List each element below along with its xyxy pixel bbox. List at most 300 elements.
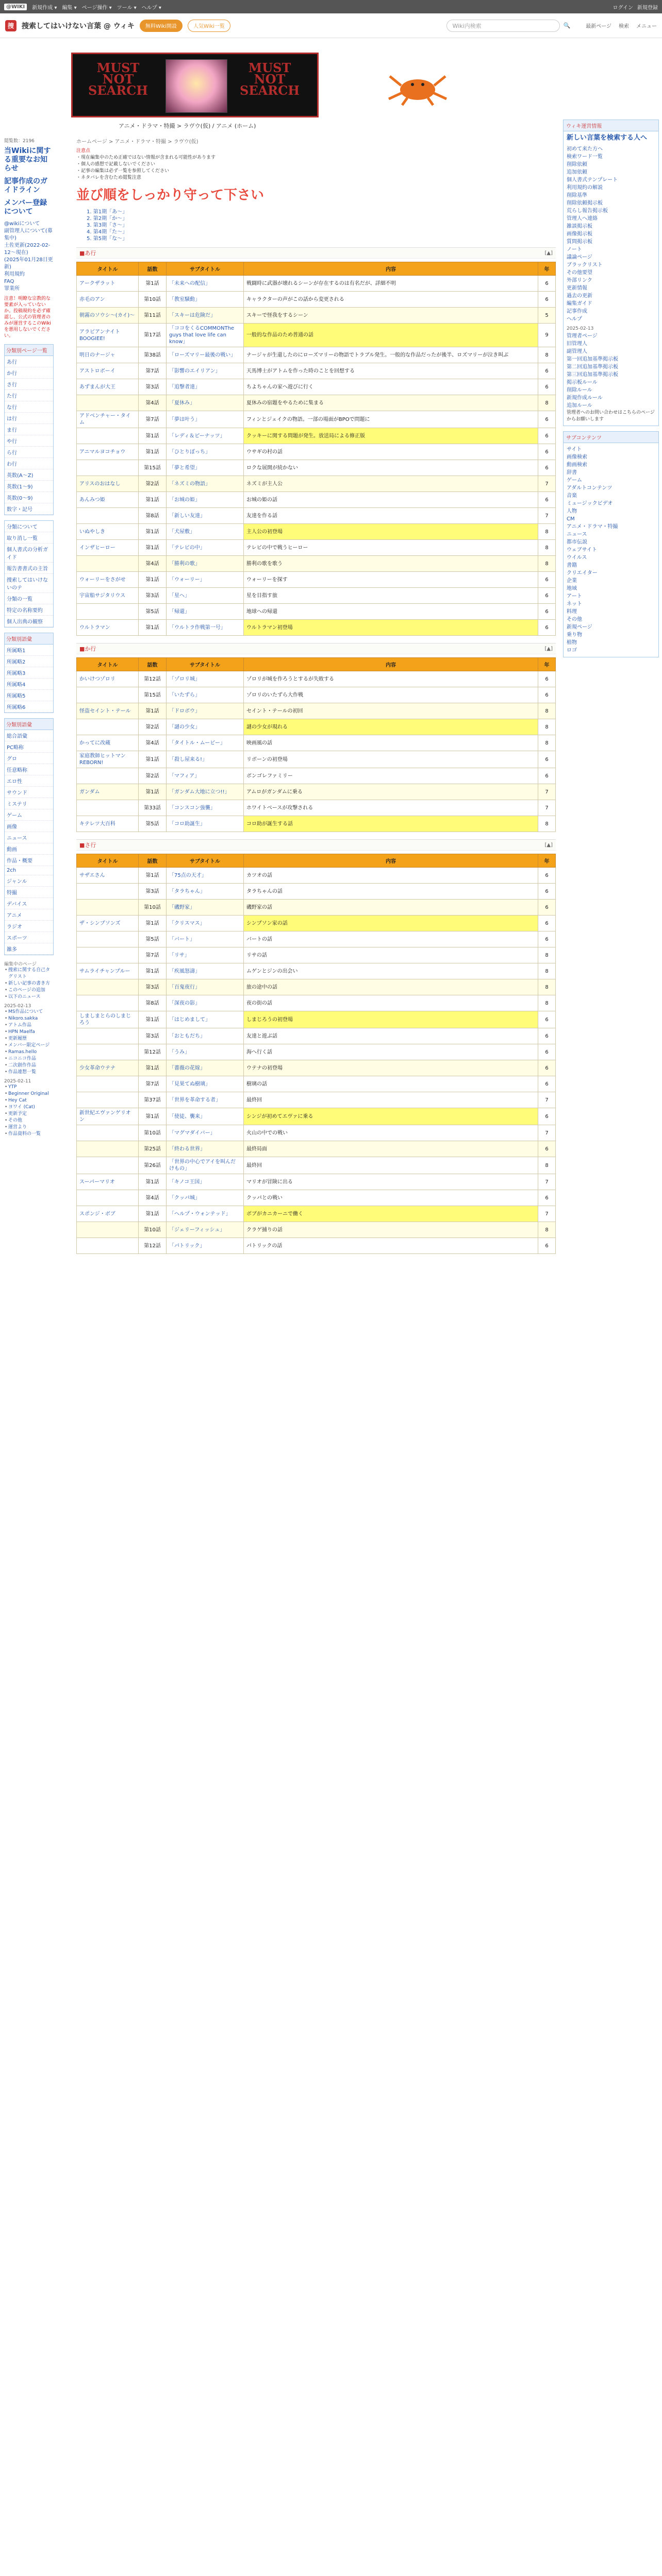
notice-line: ・個人の感想で記載しないでください (76, 162, 156, 167)
cell-title[interactable] (77, 800, 139, 816)
cell-subtitle[interactable]: 「バート」 (167, 931, 244, 947)
topnav-tool[interactable]: ツール ▾ (117, 5, 137, 11)
topnav-edit[interactable]: 編集 ▾ (62, 5, 77, 11)
col-episode: 話数 (139, 854, 167, 868)
cell-content: 旅の途中の話 (244, 979, 538, 995)
right-link[interactable]: 質問掲示板 (567, 239, 592, 245)
right-link[interactable]: CM (567, 516, 575, 522)
right-link[interactable]: 新規作成ルール (567, 395, 603, 401)
cell-content: ネズミが主人公 (244, 476, 538, 492)
cell-title[interactable]: しましまとらのしまじろう (77, 1011, 139, 1028)
cell-title[interactable]: インザヒーロー (77, 540, 139, 556)
right-link[interactable]: その他要望 (567, 270, 592, 276)
right-link[interactable]: 人物 (567, 509, 577, 514)
cell-subtitle[interactable]: 「疾風怒濤」 (167, 963, 244, 979)
cell-subtitle[interactable]: 「マグマダイバー」 (167, 1125, 244, 1141)
genre-link[interactable]: アニメ (5, 909, 53, 921)
genre-link[interactable]: ジャンル (5, 875, 53, 887)
cell-subtitle[interactable]: 「未来への配信」 (167, 276, 244, 292)
cell-title[interactable]: 明日のナージャ (77, 347, 139, 363)
toc-item[interactable]: 2. 第2期「か〜」 (87, 216, 128, 222)
cell-subtitle[interactable]: 「影響のエイリアン」 (167, 363, 244, 379)
cell-title[interactable] (77, 1141, 139, 1157)
right-link[interactable]: ミュージックビデオ (567, 501, 613, 506)
cell-subtitle[interactable]: 「使徒、襲来」 (167, 1108, 244, 1125)
genre-link[interactable]: 2ch (5, 866, 53, 875)
misc-link[interactable]: 分類の一覧 (5, 593, 53, 604)
kana-link[interactable]: 英数(A〜Z) (5, 469, 53, 481)
cell-title[interactable] (77, 995, 139, 1011)
cell-title[interactable]: ザ・シンプソンズ (77, 916, 139, 931)
table-row (77, 379, 556, 395)
fold-toggle[interactable]: [▲] (544, 250, 553, 256)
misc-link[interactable]: 特定の名称要約 (5, 604, 53, 616)
table-header-row (77, 262, 556, 276)
kana-link[interactable]: た行 (5, 390, 53, 401)
cell-title[interactable]: かってに改蔵 (77, 735, 139, 751)
right-link[interactable]: 料理 (567, 609, 577, 615)
recent-item[interactable]: • 更新履歴 (4, 1036, 54, 1042)
cell-title[interactable]: ウルトラマン (77, 620, 139, 636)
cell-title[interactable]: キテレツ大百科 (77, 816, 139, 832)
left-link-faq[interactable]: FAQ (4, 279, 14, 284)
right-link[interactable]: 荒らし報告掲示板 (567, 208, 608, 214)
right-link[interactable]: ロゴ (567, 648, 577, 653)
topnav-new[interactable]: 新規作成 ▾ (32, 5, 57, 11)
genre-link[interactable]: デバイス (5, 898, 53, 909)
cell-title[interactable] (77, 768, 139, 784)
cell-subtitle[interactable]: 「タイトル・ムービー」 (167, 735, 244, 751)
cell-title[interactable]: ガンダム (77, 784, 139, 800)
cell-title[interactable]: 宇宙船サジタリウス (77, 588, 139, 604)
cell-title[interactable] (77, 1157, 139, 1174)
section-title: ■あ行 (79, 250, 96, 257)
cell-subtitle[interactable]: 「ココをくるCOMMONThe guys that love life can know」 (167, 324, 244, 347)
cell-title[interactable]: いぬやしき (77, 524, 139, 540)
genre-link[interactable]: ゲーム (5, 809, 53, 821)
right-link[interactable]: ノート (567, 247, 582, 252)
cell-title[interactable]: アニマルヨコチョウ (77, 444, 139, 460)
cell-title[interactable]: ウォーリーをさがせ (77, 572, 139, 588)
right-link[interactable]: 地域 (567, 586, 577, 591)
cell-subtitle[interactable]: 「リサ」 (167, 947, 244, 963)
cell-subtitle[interactable]: 「タラちゃん」 (167, 884, 244, 900)
right-link[interactable]: 個人書式テンプレート (567, 177, 618, 183)
cell-subtitle[interactable]: 「夢は叶う」 (167, 411, 244, 428)
cell-subtitle[interactable]: 「百鬼夜行」 (167, 979, 244, 995)
cell-title[interactable]: サムライチャンプルー (77, 963, 139, 979)
genre-link[interactable]: 画像 (5, 821, 53, 832)
cell-subtitle[interactable]: 「殺し屋来る!」 (167, 751, 244, 768)
left-link-submanager[interactable]: 副管理人について(募集中) (4, 228, 53, 241)
genre-link[interactable]: 動画 (5, 843, 53, 855)
recent-item[interactable]: • 二次創作作品 (4, 1062, 54, 1069)
fold-toggle[interactable]: [▲] (544, 646, 553, 652)
cell-title[interactable] (77, 947, 139, 963)
kana-link[interactable]: や行 (5, 435, 53, 447)
right-link[interactable]: 都市伝説 (567, 539, 587, 545)
cell-title[interactable] (77, 1076, 139, 1092)
wiki-title[interactable]: 捜索してはいけない言葉 @ ウィキ (22, 22, 135, 30)
recent-item[interactable]: • その他 (4, 1117, 54, 1124)
right-link[interactable]: 追加依頼 (567, 170, 587, 175)
recent-item[interactable]: • メンバー限定ページ (4, 1042, 54, 1049)
cell-year: 6 (538, 1108, 556, 1125)
category-link[interactable]: 所属略3 (5, 667, 53, 679)
cell-subtitle[interactable]: 「ウルトラ作戦第一号」 (167, 620, 244, 636)
kana-link[interactable]: な行 (5, 401, 53, 413)
cell-subtitle[interactable]: 「ウォーリー」 (167, 572, 244, 588)
recent-item[interactable]: • 以下のニュース (4, 994, 54, 1001)
cell-title[interactable] (77, 460, 139, 476)
right-link[interactable]: クリエイター (567, 570, 598, 576)
cell-title[interactable] (77, 1238, 139, 1254)
cell-title[interactable] (77, 428, 139, 444)
cell-title[interactable] (77, 1190, 139, 1206)
recent-item[interactable]: • このページの追加 (4, 987, 54, 994)
cell-title[interactable] (77, 1028, 139, 1044)
cell-title[interactable]: アストロボーイ (77, 363, 139, 379)
kana-link[interactable]: わ行 (5, 458, 53, 469)
table-row (77, 1125, 556, 1141)
misc-link[interactable]: 報告書書式の主旨 (5, 563, 53, 574)
cell-subtitle[interactable]: 「ドロボウ」 (167, 703, 244, 719)
genre-link[interactable]: ニュース (5, 832, 53, 843)
genre-link[interactable]: ミステリ (5, 798, 53, 809)
left-link-guideline[interactable]: 記事作成のガイドライン (4, 177, 47, 194)
cell-title[interactable]: スポンジ・ボブ (77, 1206, 139, 1222)
cell-subtitle[interactable]: 「クッパ城」 (167, 1190, 244, 1206)
cell-subtitle[interactable]: 「薔薇の花嫁」 (167, 1060, 244, 1076)
recent-item[interactable]: • 新しい記事の書き方 (4, 980, 54, 987)
right-link[interactable]: 第一回追加基準掲示板 (567, 357, 618, 362)
cell-title[interactable]: あんみつ姫 (77, 492, 139, 508)
topnav-page[interactable]: ページ操作 ▾ (81, 5, 112, 11)
right-link[interactable]: サイト (567, 447, 582, 452)
cell-title[interactable]: アリスのおはなし (77, 476, 139, 492)
right-link[interactable]: 削除依頼 (567, 162, 587, 167)
right-link[interactable]: ウェブサイト (567, 547, 597, 553)
kana-link[interactable]: 数字・記号 (5, 503, 53, 515)
cell-title[interactable]: 朝霧のソウシ〜(カイ)〜 (77, 308, 139, 324)
cell-subtitle[interactable]: 「終わる世界」 (167, 1141, 244, 1157)
atwiki-logo[interactable]: @WIKI (4, 4, 27, 10)
cell-title[interactable]: スーパーマリオ (77, 1174, 139, 1190)
right-link[interactable]: 企業 (567, 578, 577, 584)
genre-link[interactable]: PC略称 (5, 741, 53, 753)
cell-subtitle[interactable]: 「世界を革命する者」 (167, 1092, 244, 1108)
left-link-about[interactable]: @wikiについて (4, 221, 40, 227)
header-link-search[interactable]: 検索 (619, 24, 629, 29)
cell-title[interactable]: 新世紀エヴァンゲリオン (77, 1108, 139, 1125)
misc-link[interactable]: 取り消し一覧 (5, 532, 53, 544)
search-icon[interactable]: 🔍 (563, 22, 571, 29)
right-link[interactable]: アート (567, 594, 582, 599)
genre-link[interactable]: 作品・概要 (5, 855, 53, 866)
right-link[interactable]: 利用規約の解説 (567, 185, 603, 191)
topnav-help[interactable]: ヘルプ ▾ (141, 5, 161, 11)
cell-subtitle[interactable]: 「パトリック」 (167, 1238, 244, 1254)
left-link-update[interactable]: 土佐更新(2022-02-12〜現在) (4, 243, 51, 256)
cell-subtitle[interactable]: 「磯野家」 (167, 900, 244, 916)
col-year: 年 (538, 658, 556, 671)
category-link[interactable]: 所属略2 (5, 656, 53, 667)
cell-subtitle[interactable]: 「謎の少女」 (167, 719, 244, 735)
cell-title[interactable]: 家庭教師ヒットマンREBORN! (77, 751, 139, 768)
recent-item[interactable]: • Beginner Original (4, 1091, 54, 1097)
misc-link[interactable]: 個人書式の分析ガイド (5, 544, 53, 563)
kana-link[interactable]: ま行 (5, 424, 53, 435)
recent-item[interactable]: • 作品連想一覧 (4, 1069, 54, 1076)
cell-subtitle[interactable]: 「夏休み」 (167, 395, 244, 411)
cell-subtitle[interactable]: 「追撃者達」 (167, 379, 244, 395)
right-link[interactable]: 初めて来た方へ (567, 146, 603, 152)
right-link[interactable]: ウイルス (567, 555, 587, 561)
create-wiki-button[interactable]: 無料Wiki開設 (140, 20, 183, 32)
right-link[interactable]: 議論ページ (567, 255, 592, 260)
genre-link[interactable]: ラジオ (5, 921, 53, 932)
cell-title[interactable] (77, 900, 139, 916)
header-link-menu[interactable]: メニュー (636, 24, 657, 29)
right-link[interactable]: 管理人へ連絡 (567, 216, 598, 222)
right-link[interactable]: 画像検索 (567, 454, 587, 460)
genre-link[interactable]: スポーツ (5, 932, 53, 943)
left-link-sin[interactable]: 罪業所 (4, 286, 20, 292)
right-link[interactable]: その他 (567, 617, 582, 622)
kana-link[interactable]: さ行 (5, 379, 53, 390)
recent-item[interactable]: • Hey Cat (4, 1097, 54, 1104)
cell-subtitle[interactable]: 「新しい友達」 (167, 508, 244, 524)
right-link[interactable]: 削除ルール (567, 387, 592, 393)
right-link[interactable]: 過去の更新 (567, 293, 592, 299)
cell-title[interactable]: サザエさん (77, 868, 139, 884)
cell-title[interactable]: アドベンチャー・タイム (77, 411, 139, 428)
genre-link[interactable]: 総合語彙 (5, 730, 53, 741)
cell-title[interactable] (77, 931, 139, 947)
cell-subtitle[interactable]: 「ガンダム大地に立つ!!」 (167, 784, 244, 800)
cell-subtitle[interactable]: 「犬屋敷」 (167, 524, 244, 540)
cell-year: 8 (538, 395, 556, 411)
cell-title[interactable] (77, 556, 139, 572)
cell-year: 8 (538, 347, 556, 363)
cell-year: 8 (538, 719, 556, 735)
recent-item[interactable]: • Nikoro.sakka (4, 1015, 54, 1022)
cell-title[interactable]: 赤毛のアン (77, 292, 139, 308)
cell-subtitle[interactable]: 「見果てぬ樹璃」 (167, 1076, 244, 1092)
right-link[interactable]: ネット (567, 601, 582, 607)
cell-title[interactable] (77, 395, 139, 411)
cell-title[interactable] (77, 508, 139, 524)
kana-link[interactable]: 英数(1〜9) (5, 481, 53, 492)
cell-year: 6 (538, 868, 556, 884)
cell-episode: 第1話 (139, 868, 167, 884)
cell-subtitle[interactable]: 「レディ＆ピーナッツ」 (167, 428, 244, 444)
right-link[interactable]: 更新情報 (567, 285, 587, 291)
misc-link[interactable]: 捜索してはいけないのテ (5, 574, 53, 593)
cell-title[interactable]: 少女革命ウテナ (77, 1060, 139, 1076)
cell-subtitle[interactable]: 「夢と希望」 (167, 460, 244, 476)
misc-link[interactable]: 個人出典の観察 (5, 616, 53, 627)
right-link[interactable]: 雑談掲示板 (567, 224, 592, 229)
right-link[interactable]: 新規ページ (567, 624, 592, 630)
cell-title[interactable] (77, 1125, 139, 1141)
popular-wiki-button[interactable]: 人気Wiki一覧 (188, 20, 230, 32)
left-link-notice[interactable]: 当Wikiに関する重要なお知らせ (4, 147, 51, 173)
toc-item[interactable]: 1. 第1期「あ〜」 (87, 209, 128, 215)
cell-episode: 第5話 (139, 816, 167, 832)
cell-year: 6 (538, 620, 556, 636)
right-link[interactable]: ブラックリスト (567, 262, 603, 268)
cell-subtitle[interactable]: 「星へ」 (167, 588, 244, 604)
cell-title[interactable] (77, 1222, 139, 1238)
recent-item[interactable]: • YTP (4, 1084, 54, 1091)
right-link[interactable]: 書籍 (567, 563, 577, 568)
cell-title[interactable] (77, 1092, 139, 1108)
right-link[interactable]: 第二回追加基準掲示板 (567, 364, 618, 370)
cell-title[interactable]: かいけつゾロリ (77, 671, 139, 687)
right-link[interactable]: 音楽 (567, 493, 577, 499)
right-link[interactable]: 乗り物 (567, 632, 582, 638)
cell-title[interactable]: 怪盗セイント・テール (77, 703, 139, 719)
recent-item[interactable]: • 運営より (4, 1124, 54, 1131)
cell-subtitle[interactable]: 「ローズマリー最後の戦い」 (167, 347, 244, 363)
kana-link[interactable]: は行 (5, 413, 53, 424)
cell-subtitle[interactable]: 「ゾロリ城」 (167, 671, 244, 687)
right-link[interactable]: 画像掲示板 (567, 231, 592, 237)
genre-link[interactable]: エロ性 (5, 775, 53, 787)
recent-item[interactable]: • ヨワイ (Cat) (4, 1104, 54, 1111)
kana-link[interactable]: 英数(0〜9) (5, 492, 53, 503)
genre-link[interactable]: 雑多 (5, 943, 53, 955)
kana-link[interactable]: あ行 (5, 356, 53, 367)
cell-subtitle[interactable]: 「75点の天才」 (167, 868, 244, 884)
genre-link[interactable]: サウンド (5, 787, 53, 798)
fold-toggle[interactable]: [▲] (544, 842, 553, 848)
right-link[interactable]: 辞書 (567, 470, 577, 476)
toc-item[interactable]: 5. 第5期「な〜」 (87, 236, 128, 242)
right-link[interactable]: 記事作成 (567, 309, 587, 314)
genre-link[interactable]: 特撮 (5, 887, 53, 898)
cell-subtitle[interactable]: 「うみ」 (167, 1044, 244, 1060)
cell-title[interactable] (77, 687, 139, 703)
breadcrumb[interactable]: ホームページ > アニメ・ドラマ・特撮 > ラヴウ(仮) (76, 139, 198, 145)
right-link[interactable]: ニュース (567, 532, 587, 537)
right-link[interactable]: 検索ワード一覧 (567, 154, 603, 160)
cell-title[interactable] (77, 719, 139, 735)
cell-title[interactable] (77, 884, 139, 900)
right-link[interactable]: 動画検索 (567, 462, 587, 468)
cell-subtitle[interactable]: 「スキーは危険だ」 (167, 308, 244, 324)
register-link[interactable]: 新規登録 (637, 5, 658, 11)
recent-item[interactable]: • 更新予定 (4, 1111, 54, 1117)
kana-link[interactable]: ら行 (5, 447, 53, 458)
cell-subtitle[interactable]: 「世界の中心でアイを叫んだけもの」 (167, 1157, 244, 1174)
right-link[interactable]: ヘルプ (567, 316, 582, 322)
cell-content: ウサギの村の話 (244, 444, 538, 460)
right-link[interactable]: 掲示板ルール (567, 380, 598, 385)
toc-item[interactable]: 3. 第3期「さ〜」 (87, 223, 128, 228)
right-link[interactable]: 管理者ページ (567, 333, 598, 339)
kana-link[interactable]: か行 (5, 367, 53, 379)
right-link[interactable]: 第三回追加基準掲示板 (567, 372, 618, 378)
header-link-recent[interactable]: 最新ページ (586, 24, 611, 29)
recent-item[interactable]: • 捜索に関する自己タグリスト (4, 967, 54, 980)
left-link-terms[interactable]: 利用規約 (4, 272, 25, 277)
toc-item[interactable]: 4. 第4期「た〜」 (87, 229, 128, 235)
cell-title[interactable] (77, 979, 139, 995)
cell-subtitle[interactable]: 「ヘルプ・ウォンテッド」 (167, 1206, 244, 1222)
right-link[interactable]: 編集ガイド (567, 301, 592, 307)
right-link[interactable]: 外部リンク (567, 278, 592, 283)
cell-subtitle[interactable]: 「コンスコン強襲」 (167, 800, 244, 816)
table-row (77, 1157, 556, 1174)
right-link-new-guide[interactable]: 新しい言葉を検索する人へ (567, 134, 648, 142)
recent-item[interactable]: • ニコニコ作品 (4, 1056, 54, 1062)
cell-subtitle[interactable]: 「帰還」 (167, 604, 244, 620)
cell-subtitle[interactable]: 「クリスマス」 (167, 916, 244, 931)
recent-item[interactable]: • HPN Maelfa (4, 1029, 54, 1036)
misc-link[interactable]: 分類について (5, 521, 53, 532)
table-row (77, 556, 556, 572)
right-link[interactable]: 追加ルール (567, 403, 592, 409)
cell-title[interactable]: アークザラット (77, 276, 139, 292)
genre-link[interactable]: グロ (5, 753, 53, 764)
category-link[interactable]: 所属略5 (5, 690, 53, 701)
cell-subtitle[interactable]: 「教室騒動」 (167, 292, 244, 308)
recent-item[interactable]: • MS作品について (4, 1009, 54, 1015)
right-link[interactable]: ゲーム (567, 478, 582, 483)
cell-episode: 第12話 (139, 1238, 167, 1254)
cell-year: 6 (538, 1076, 556, 1092)
cell-subtitle[interactable]: 「いたずら」 (167, 687, 244, 703)
right-link[interactable]: 削除基準 (567, 193, 587, 198)
left-link-member[interactable]: メンバー登録について (4, 199, 47, 216)
cell-subtitle[interactable]: 「ジェリーフィッシュ」 (167, 1222, 244, 1238)
recent-item[interactable]: • アトム作品 (4, 1022, 54, 1029)
right-link[interactable]: 旧管理人 (567, 341, 587, 347)
right-note: 管理者へのお問い合わせはこちらのページからお願いします (567, 410, 655, 422)
cell-title[interactable] (77, 604, 139, 620)
cell-title[interactable]: あずまんが大王 (77, 379, 139, 395)
cell-title[interactable] (77, 1044, 139, 1060)
right-link[interactable]: 副管理人 (567, 349, 587, 354)
cell-subtitle[interactable]: 「お城の姫」 (167, 492, 244, 508)
cell-subtitle[interactable]: 「ひとりぼっち」 (167, 444, 244, 460)
right-link[interactable]: 植物 (567, 640, 577, 646)
recent-item[interactable]: • 作品資料の一覧 (4, 1131, 54, 1138)
cell-subtitle[interactable]: 「おともだち」 (167, 1028, 244, 1044)
wiki-search-input[interactable]: Wiki内検索 (446, 20, 560, 32)
genre-link[interactable]: 任意略称 (5, 764, 53, 775)
category-link[interactable]: 所属略1 (5, 645, 53, 656)
recent-item[interactable]: • Ramas.hello (4, 1049, 54, 1056)
cell-subtitle[interactable]: 「はじめまして」 (167, 1011, 244, 1028)
cell-subtitle[interactable]: 「テレビの中」 (167, 540, 244, 556)
cell-subtitle[interactable]: 「マフィア」 (167, 768, 244, 784)
cell-subtitle[interactable]: 「キノコ王国」 (167, 1174, 244, 1190)
login-link[interactable]: ログイン (613, 5, 633, 11)
cell-title[interactable]: アラビアンナイト BOOGIEE! (77, 324, 139, 347)
right-link[interactable]: アニメ・ドラマ・特撮 (567, 524, 618, 530)
category-link[interactable]: 所属略4 (5, 679, 53, 690)
cell-subtitle[interactable]: 「深夜の影」 (167, 995, 244, 1011)
cell-subtitle[interactable]: 「コロ助誕生」 (167, 816, 244, 832)
right-link[interactable]: 削除依頼掲示板 (567, 200, 603, 206)
right-link[interactable]: アダルトコンテンツ (567, 485, 613, 491)
category-link[interactable]: 所属略6 (5, 701, 53, 713)
cell-subtitle[interactable]: 「勝利の歌」 (167, 556, 244, 572)
cell-subtitle[interactable]: 「ネズミの物語」 (167, 476, 244, 492)
